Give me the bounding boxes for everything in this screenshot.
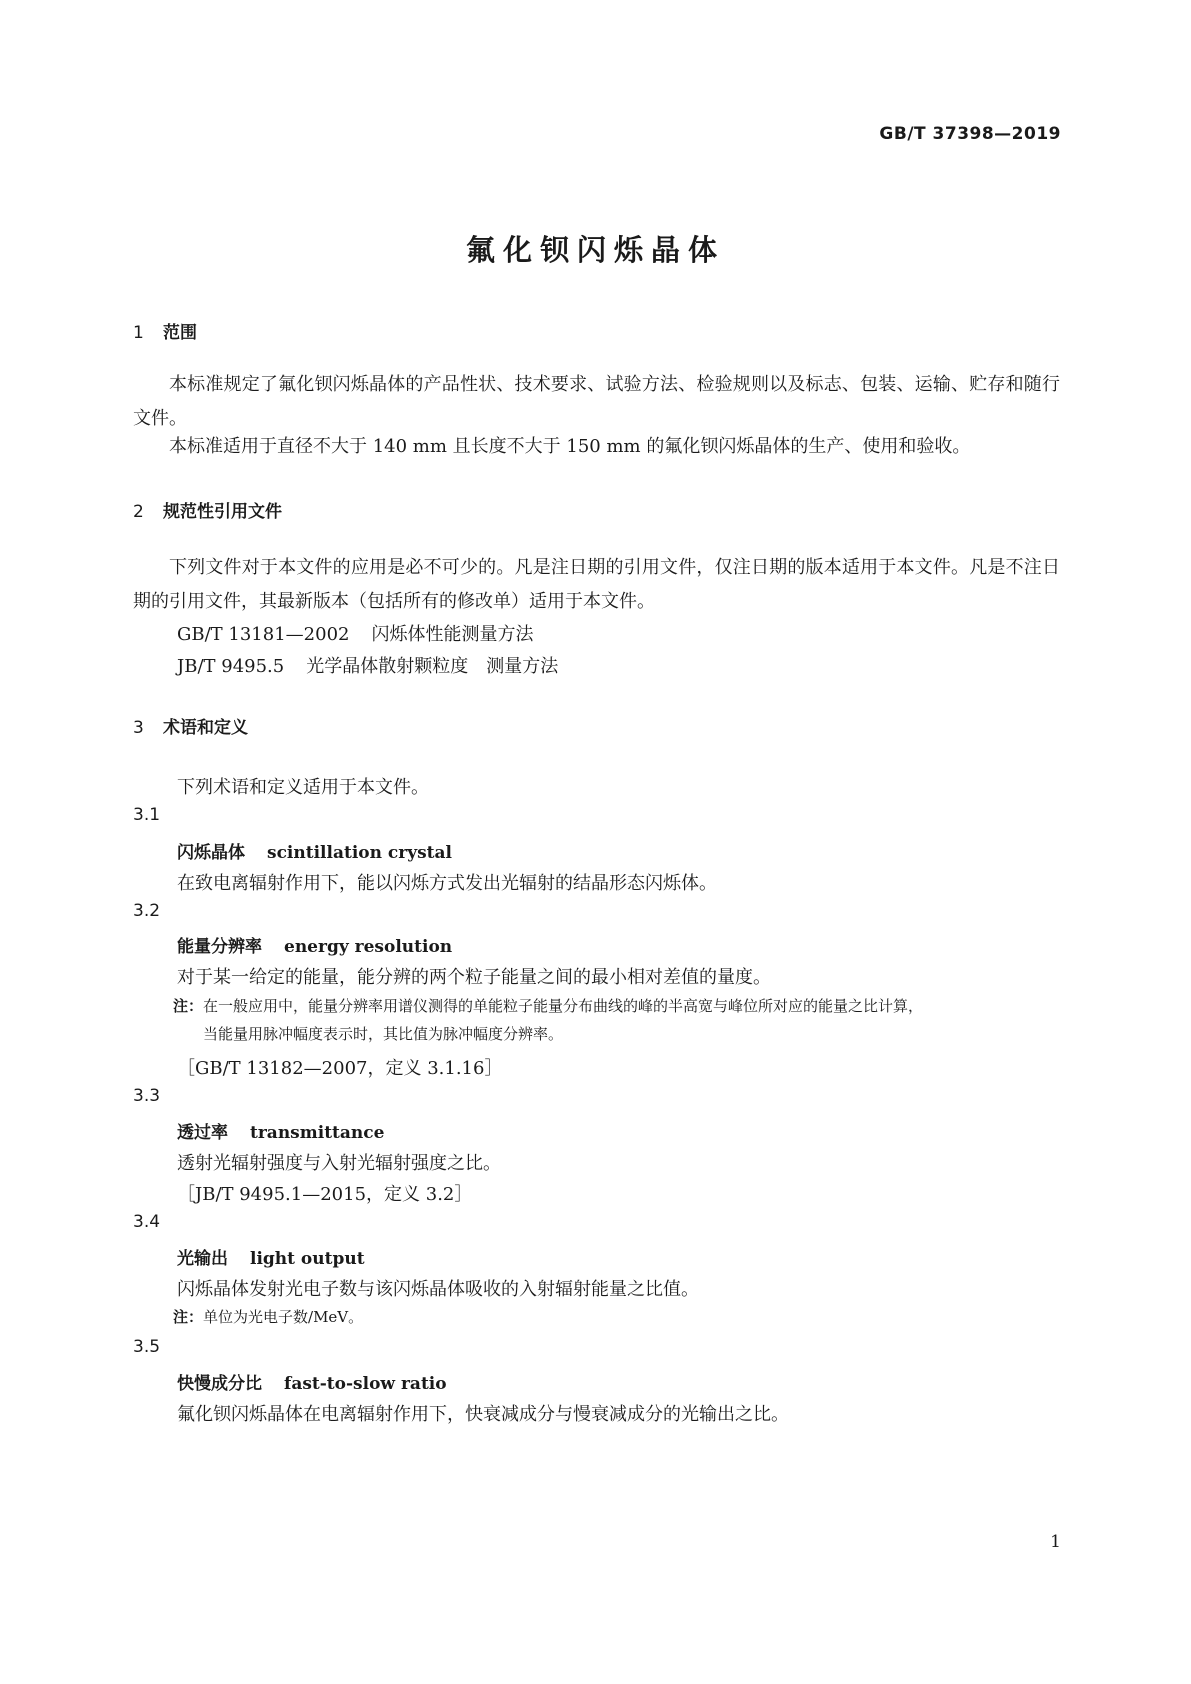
term-en: light output	[250, 1249, 365, 1269]
term-note	[173, 992, 1060, 1048]
term-cn: 光输出	[177, 1249, 228, 1269]
section-number: 1	[133, 323, 144, 343]
term-definition: 闪烁晶体发射光电子数与该闪烁晶体吸收的入射辐射能量之比值。	[177, 1279, 699, 1300]
term-definition: 透射光辐射强度与入射光辐射强度之比。	[177, 1153, 501, 1174]
standard-code: GB/T 37398—2019	[879, 124, 1061, 144]
term-heading	[177, 1118, 384, 1143]
note-label: 注：	[173, 997, 204, 1015]
note-text: 在一般应用中，能量分辨率用谱仪测得的单能粒子能量分布曲线的峰的半高宽与峰位所对应的能量之比计算，	[203, 997, 924, 1015]
term-en: transmittance	[250, 1123, 385, 1143]
reference-item	[177, 620, 533, 646]
term-note	[173, 1303, 1060, 1331]
section-title: 规范性引用文件	[163, 502, 282, 522]
term-en: energy resolution	[284, 937, 453, 957]
term-number: 3.2	[133, 901, 161, 921]
reference-item	[177, 652, 558, 678]
term-definition: 氟化钡闪烁晶体在电离辐射作用下，快衰减成分与慢衰减成分的光输出之比。	[177, 1404, 789, 1425]
term-cn: 闪烁晶体	[177, 843, 245, 863]
reference-title: 闪烁体性能测量方法	[371, 624, 534, 645]
note-text-continued: 当能量用脉冲幅度表示时，其比值为脉冲幅度分辨率。	[203, 1025, 564, 1043]
section-number: 2	[133, 502, 144, 522]
section-1-paragraph-1: 本标准规定了氟化钡闪烁晶体的产品性状、技术要求、试验方法、检验规则以及标志、包装、运输、贮存和随行文件。	[133, 374, 1060, 429]
term-number: 3.1	[133, 805, 161, 825]
section-number: 3	[133, 718, 144, 738]
term-heading	[177, 932, 452, 957]
term-cn: 能量分辨率	[177, 937, 262, 957]
note-label: 注：	[173, 1308, 204, 1326]
section-3-heading	[133, 713, 248, 738]
page-number: 1	[1050, 1532, 1061, 1552]
section-1-heading	[133, 318, 197, 343]
reference-code: GB/T 13181—2002	[177, 624, 350, 645]
term-definition: 在致电离辐射作用下，能以闪烁方式发出光辐射的结晶形态闪烁体。	[177, 873, 717, 894]
term-source: ［GB/T 13182—2007，定义 3.1.16］	[177, 1058, 503, 1079]
section-2-heading	[133, 497, 282, 522]
section-2-paragraph-1: 下列文件对于本文件的应用是必不可少的。凡是注日期的引用文件，仅注日期的版本适用于本文件。凡是不注日期的引用文件，其最新版本（包括所有的修改单）适用于本文件。	[133, 557, 1060, 612]
term-heading	[177, 838, 452, 863]
term-heading	[177, 1244, 365, 1269]
term-number: 3.3	[133, 1086, 161, 1106]
term-number: 3.5	[133, 1337, 161, 1357]
section-title: 术语和定义	[163, 718, 248, 738]
term-cn: 透过率	[177, 1123, 228, 1143]
term-en: scintillation crystal	[267, 843, 452, 863]
term-cn: 快慢成分比	[177, 1374, 262, 1394]
note-text: 单位为光电子数/MeV。	[203, 1308, 364, 1326]
reference-code: JB/T 9495.5	[177, 656, 285, 677]
section-1-paragraph-2: 本标准适用于直径不大于 140 mm 且长度不大于 150 mm 的氟化钡闪烁晶体的生产、使用和验收。	[169, 436, 971, 457]
term-heading	[177, 1369, 447, 1394]
term-definition: 对于某一给定的能量，能分辨的两个粒子能量之间的最小相对差值的量度。	[177, 967, 771, 988]
document-title: 氟化钡闪烁晶体	[465, 233, 725, 267]
term-number: 3.4	[133, 1212, 161, 1232]
section-title: 范围	[163, 323, 197, 343]
section-3-intro: 下列术语和定义适用于本文件。	[177, 777, 429, 798]
term-en: fast-to-slow ratio	[284, 1374, 447, 1394]
term-source: ［JB/T 9495.1—2015，定义 3.2］	[177, 1184, 473, 1205]
reference-title: 光学晶体散射颗粒度 测量方法	[306, 656, 559, 677]
